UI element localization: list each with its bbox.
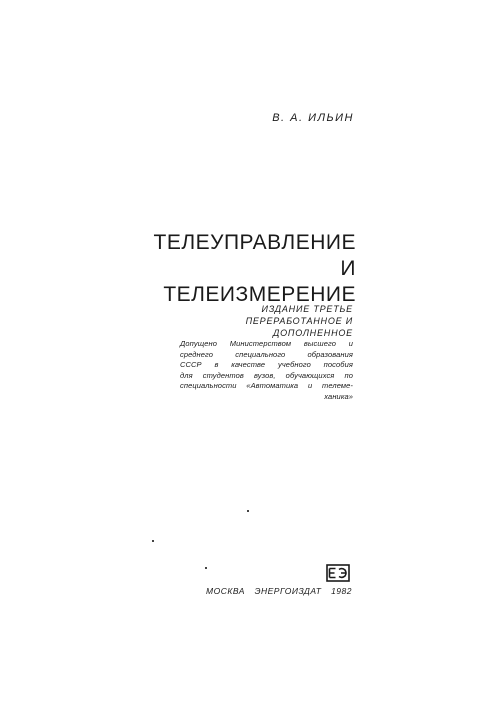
book-title-line-1: ТЕЛЕУПРАВЛЕНИЕ [153, 231, 356, 254]
imprint-city: МОСКВА [206, 586, 245, 596]
approval-line: СССР в качестве учебного пособия [180, 360, 353, 369]
approval-line: для студентов вузов, обучающихся по [180, 370, 353, 380]
approval-line: среднего специального образования [180, 349, 353, 359]
approval-line: Допущено Министерством высшего и [180, 339, 353, 348]
approval-line: специальности «Автоматика и телеме- [180, 381, 353, 390]
imprint-year: 1982 [331, 586, 352, 596]
energoizdat-logo-icon [326, 564, 350, 582]
author-name: В. А. ИЛЬИН [272, 112, 354, 124]
imprint-line [206, 586, 352, 596]
approval-line: ханика» [324, 391, 353, 401]
edition-line-1: ИЗДАНИЕ ТРЕТЬЕ [261, 304, 353, 314]
book-title-line-2: И ТЕЛЕИЗМЕРЕНИЕ [163, 257, 356, 306]
scan-speck [152, 540, 154, 542]
scan-speck [247, 510, 249, 512]
approval-notice [180, 339, 353, 402]
scan-speck [205, 567, 207, 569]
edition-line-2: ПЕРЕРАБОТАННОЕ И ДОПОЛНЕННОЕ [245, 316, 353, 338]
imprint-publisher: ЭНЕРГОИЗДАТ [254, 586, 322, 596]
